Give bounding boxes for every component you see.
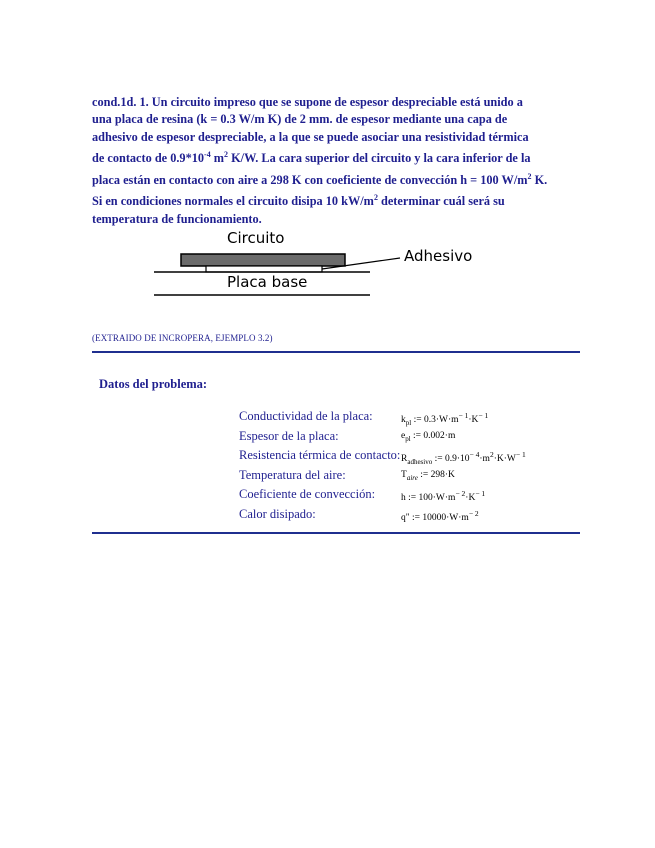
param-expr: := 298·K	[417, 469, 455, 480]
param-expr: := 0.3·W·m	[411, 415, 459, 426]
param-name: Coeficiente de convección:	[239, 487, 376, 501]
param-exp: − 2	[455, 489, 466, 498]
circuit-diagram-svg	[150, 225, 510, 305]
param-sub: adhesivo	[407, 458, 433, 467]
param-name: Temperatura del aire:	[239, 467, 346, 482]
problem-line-4-a: de contacto de 0.9*10	[92, 151, 205, 166]
param-mid: ·K	[468, 415, 479, 426]
circuit-board	[181, 254, 345, 266]
param-equation	[401, 450, 526, 466]
param-exp: − 1	[458, 411, 469, 420]
param-expr: := 100·W·m	[405, 493, 456, 504]
param-var: h	[401, 493, 406, 504]
param-tail: ·K·W	[493, 454, 516, 465]
param-sub: pl	[405, 434, 411, 443]
problem-line-5-b: K.	[531, 172, 548, 187]
param-exp: 2	[489, 450, 494, 459]
problem-line-5	[92, 168, 572, 190]
problem-line-4	[92, 146, 572, 168]
problem-line-4-c: K/W. La cara superior del circuito y la cara inferior de la	[228, 151, 531, 166]
source-reference: (EXTRAIDO DE INCROPERA, EJEMPLO 3.2)	[92, 333, 273, 343]
param-exp: − 2	[468, 508, 479, 518]
param-equation	[401, 411, 488, 427]
bottom-divider	[92, 532, 580, 534]
parameters-list	[239, 407, 569, 524]
param-name: Conductividad de la placa:	[239, 409, 373, 423]
param-expr: := 0.002·m	[410, 430, 456, 441]
param-exp: − 1	[475, 489, 486, 498]
problem-line-2: una placa de resina (k = 0.3 W/m K) de 2 mm. de espesor mediante una capa de	[92, 112, 508, 127]
param-row	[239, 407, 569, 427]
param-row	[239, 446, 569, 466]
param-row	[239, 485, 569, 505]
param-sub: pl	[405, 419, 412, 428]
param-equation	[401, 489, 485, 503]
param-expr: := 10000·W·m	[409, 512, 469, 523]
problem-line-6-sup: 2	[373, 193, 378, 203]
adhesive-label: Adhesivo	[404, 247, 473, 265]
param-name: Resistencia térmica de contacto:	[239, 448, 401, 462]
param-var: R	[401, 454, 408, 465]
param-var: T	[401, 469, 407, 480]
param-var: e	[401, 430, 406, 441]
problem-line-6-a: Si en condiciones normales el circuito disipa 10 kW/m	[92, 194, 374, 209]
base-label: Placa base	[227, 273, 308, 291]
problem-line-6	[92, 189, 572, 211]
problem-line-4-sup: 2	[224, 150, 229, 160]
param-row	[239, 466, 569, 486]
datos-title: Datos del problema:	[99, 377, 208, 391]
top-divider	[92, 351, 580, 353]
param-expr: := 0.9·10	[432, 454, 470, 465]
circuit-diagram	[150, 225, 510, 305]
param-exp: − 1	[478, 411, 489, 420]
problem-line-3: adhesivo de espesor despreciable, a la que se puede asociar una resistividad térmica	[92, 129, 529, 144]
param-equation	[401, 470, 455, 482]
param-exp: − 1	[515, 450, 526, 459]
circuit-label: Circuito	[227, 229, 285, 247]
param-equation	[401, 431, 455, 443]
param-var: k	[401, 415, 406, 426]
param-mid: ·m	[479, 454, 490, 465]
adhesive-layer	[206, 266, 322, 272]
problem-line-4-b: m	[210, 151, 225, 166]
param-name: Calor disipado:	[239, 506, 316, 521]
param-equation	[401, 509, 479, 523]
problem-statement	[92, 94, 572, 228]
problem-line-5-sup: 2	[527, 171, 532, 181]
problem-line-5-a: placa están en contacto con aire a 298 K con coeficiente de convección h = 100 W/m	[92, 172, 528, 187]
problem-line-7: temperatura de funcionamiento.	[92, 211, 262, 226]
param-row	[239, 427, 569, 447]
param-exp: − 4	[469, 450, 480, 459]
param-name: Espesor de la placa:	[239, 428, 339, 443]
param-sub: aire	[406, 473, 418, 482]
param-mid: ·K	[465, 493, 476, 504]
param-var: q"	[401, 512, 410, 523]
problem-line-6-b: determinar cuál será su	[377, 194, 505, 209]
param-row	[239, 505, 569, 525]
problem-line-1: cond.1d. 1. Un circuito impreso que se supone de espesor despreciable está unido a	[92, 95, 523, 109]
problem-line-4-exp: -4	[204, 150, 211, 160]
